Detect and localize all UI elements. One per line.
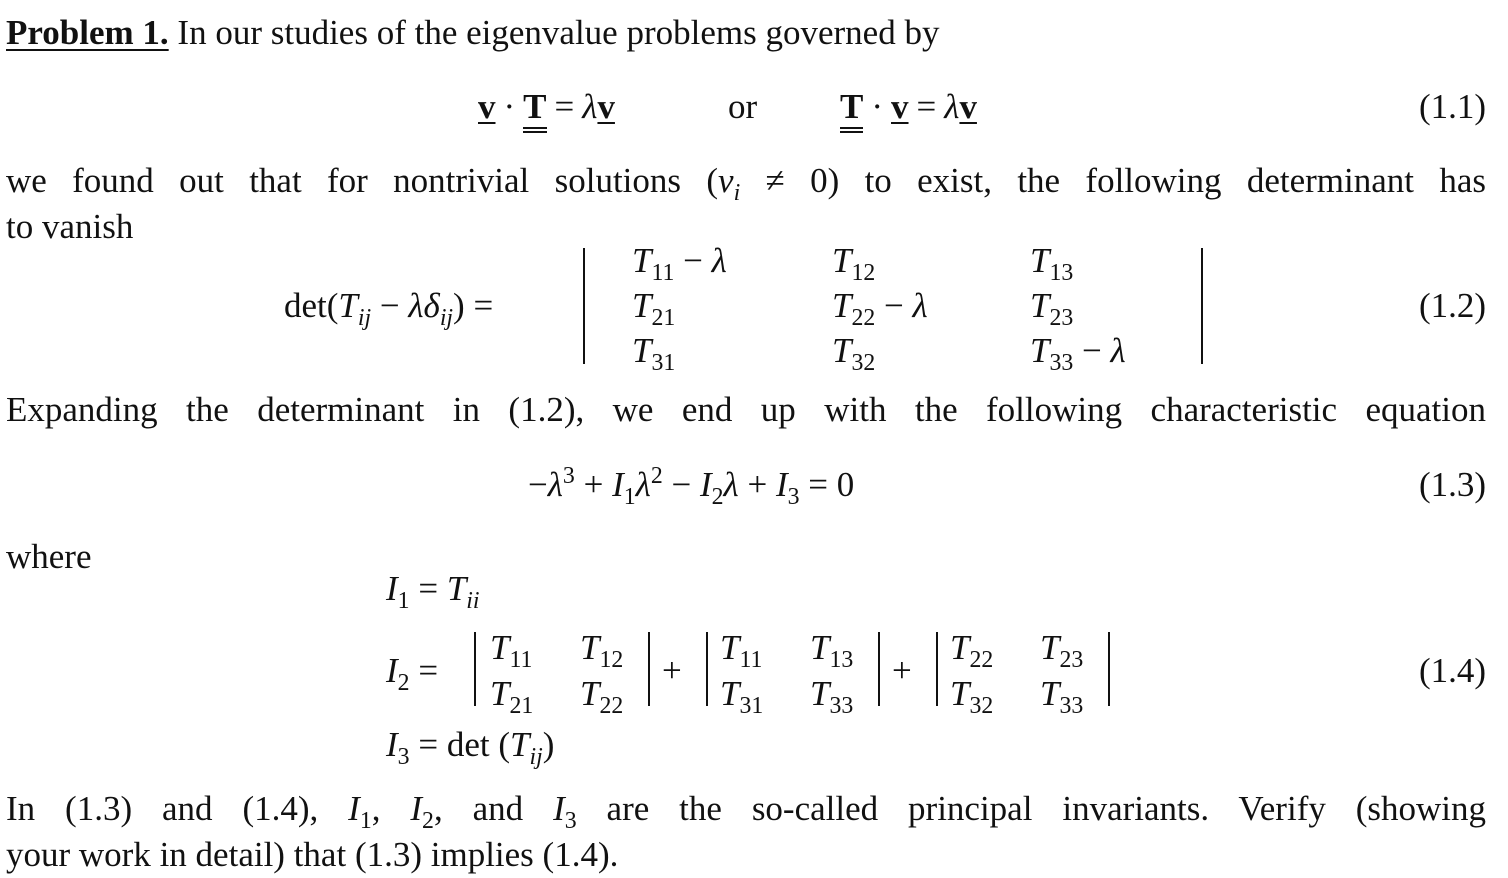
found-line-1: we found out that for nontrivial solutions $(v_i \ne 0)$ to exist, the following determinant has <box>6 161 1487 206</box>
equation-number-1-3: (1.3) <box>1418 465 1486 504</box>
expand-paragraph <box>6 387 1486 433</box>
matrix-cell-33: $T_{33} - \lambda$ <box>1030 331 1126 376</box>
final-line-2: your work in detail) that (1.3) implies (1.4). <box>6 835 619 874</box>
equation-number-1-2: (1.2) <box>1418 286 1486 325</box>
final-line-1: In (1.3) and (1.4), $I_1$, $I_2$, and $I_3$ are the so-called principal invariants. Verify (showing <box>6 789 1487 834</box>
equation-1-1-left: v · T = λv <box>478 87 615 126</box>
small-det-2-right-bar <box>878 632 880 706</box>
small-det-2-left-bar <box>706 632 708 706</box>
matrix-cell-22: $T_{22} - \lambda$ <box>832 286 928 331</box>
small-det-2-cell-11: $T_{11}$ <box>720 628 763 673</box>
equation-1-4-i3: $I_3 = \det (T_{ij})$ <box>386 725 555 770</box>
expand-line: Expanding the determinant in (1.2), we end up with the following characteristic equation <box>6 390 1486 429</box>
equation-1-3: $-\lambda^3 + I_1\lambda^2 - I_2\lambda + I_3 = 0$ <box>528 462 855 510</box>
plus-sign-1: + <box>662 651 682 690</box>
equation-1-1-connector: or <box>728 87 758 126</box>
equation-1-4-i2-lhs: $I_2$ = <box>386 651 439 696</box>
intro-text: In our studies of the eigenvalue problems governed by <box>177 13 940 52</box>
small-det-1-cell-22: $T_{22}$ <box>580 674 624 719</box>
determinant-right-bar <box>1201 248 1203 364</box>
matrix-cell-13: $T_{13}$ <box>1030 241 1074 286</box>
equation-number-1-4: (1.4) <box>1418 651 1486 690</box>
equation-1-4-i1: $I_1 = T_{ii}$ <box>386 569 480 614</box>
plus-sign-2: + <box>892 651 912 690</box>
matrix-cell-32: $T_{32}$ <box>832 331 876 376</box>
small-det-3-cell-33: $T_{33}$ <box>1040 674 1084 719</box>
matrix-cell-31: $T_{31}$ <box>632 331 676 376</box>
small-det-3-cell-23: $T_{23}$ <box>1040 628 1084 673</box>
small-det-2-cell-31: $T_{31}$ <box>720 674 764 719</box>
small-det-3-right-bar <box>1108 632 1110 706</box>
small-det-1-left-bar <box>474 632 476 706</box>
small-det-1-cell-11: $T_{11}$ <box>490 628 533 673</box>
matrix-cell-12: $T_{12}$ <box>832 241 876 286</box>
equation-1-1-right: T · v = λv <box>840 87 977 126</box>
equation-1-2-lhs: $\det(T_{ij} - \lambda\delta_{ij})$ = <box>284 286 494 331</box>
determinant-left-bar <box>583 248 585 364</box>
matrix-cell-23: $T_{23}$ <box>1030 286 1074 331</box>
found-paragraph <box>6 158 1486 250</box>
small-det-3-cell-22: $T_{22}$ <box>950 628 994 673</box>
matrix-cell-11: $T_{11} - \lambda$ <box>632 241 727 286</box>
small-det-3-cell-32: $T_{32}$ <box>950 674 994 719</box>
found-line-2: to vanish <box>6 207 134 246</box>
matrix-cell-21: $T_{21}$ <box>632 286 676 331</box>
equation-number-1-1: (1.1) <box>1418 87 1486 126</box>
small-det-1-right-bar <box>648 632 650 706</box>
final-paragraph <box>6 786 1486 878</box>
small-det-1-cell-12: $T_{12}$ <box>580 628 624 673</box>
intro-paragraph <box>6 10 1486 56</box>
small-det-1-cell-21: $T_{21}$ <box>490 674 534 719</box>
problem-label: Problem 1. <box>6 13 169 52</box>
small-det-2-cell-33: $T_{33}$ <box>810 674 854 719</box>
where-text: where <box>6 537 92 576</box>
small-det-2-cell-13: $T_{13}$ <box>810 628 854 673</box>
small-det-3-left-bar <box>936 632 938 706</box>
